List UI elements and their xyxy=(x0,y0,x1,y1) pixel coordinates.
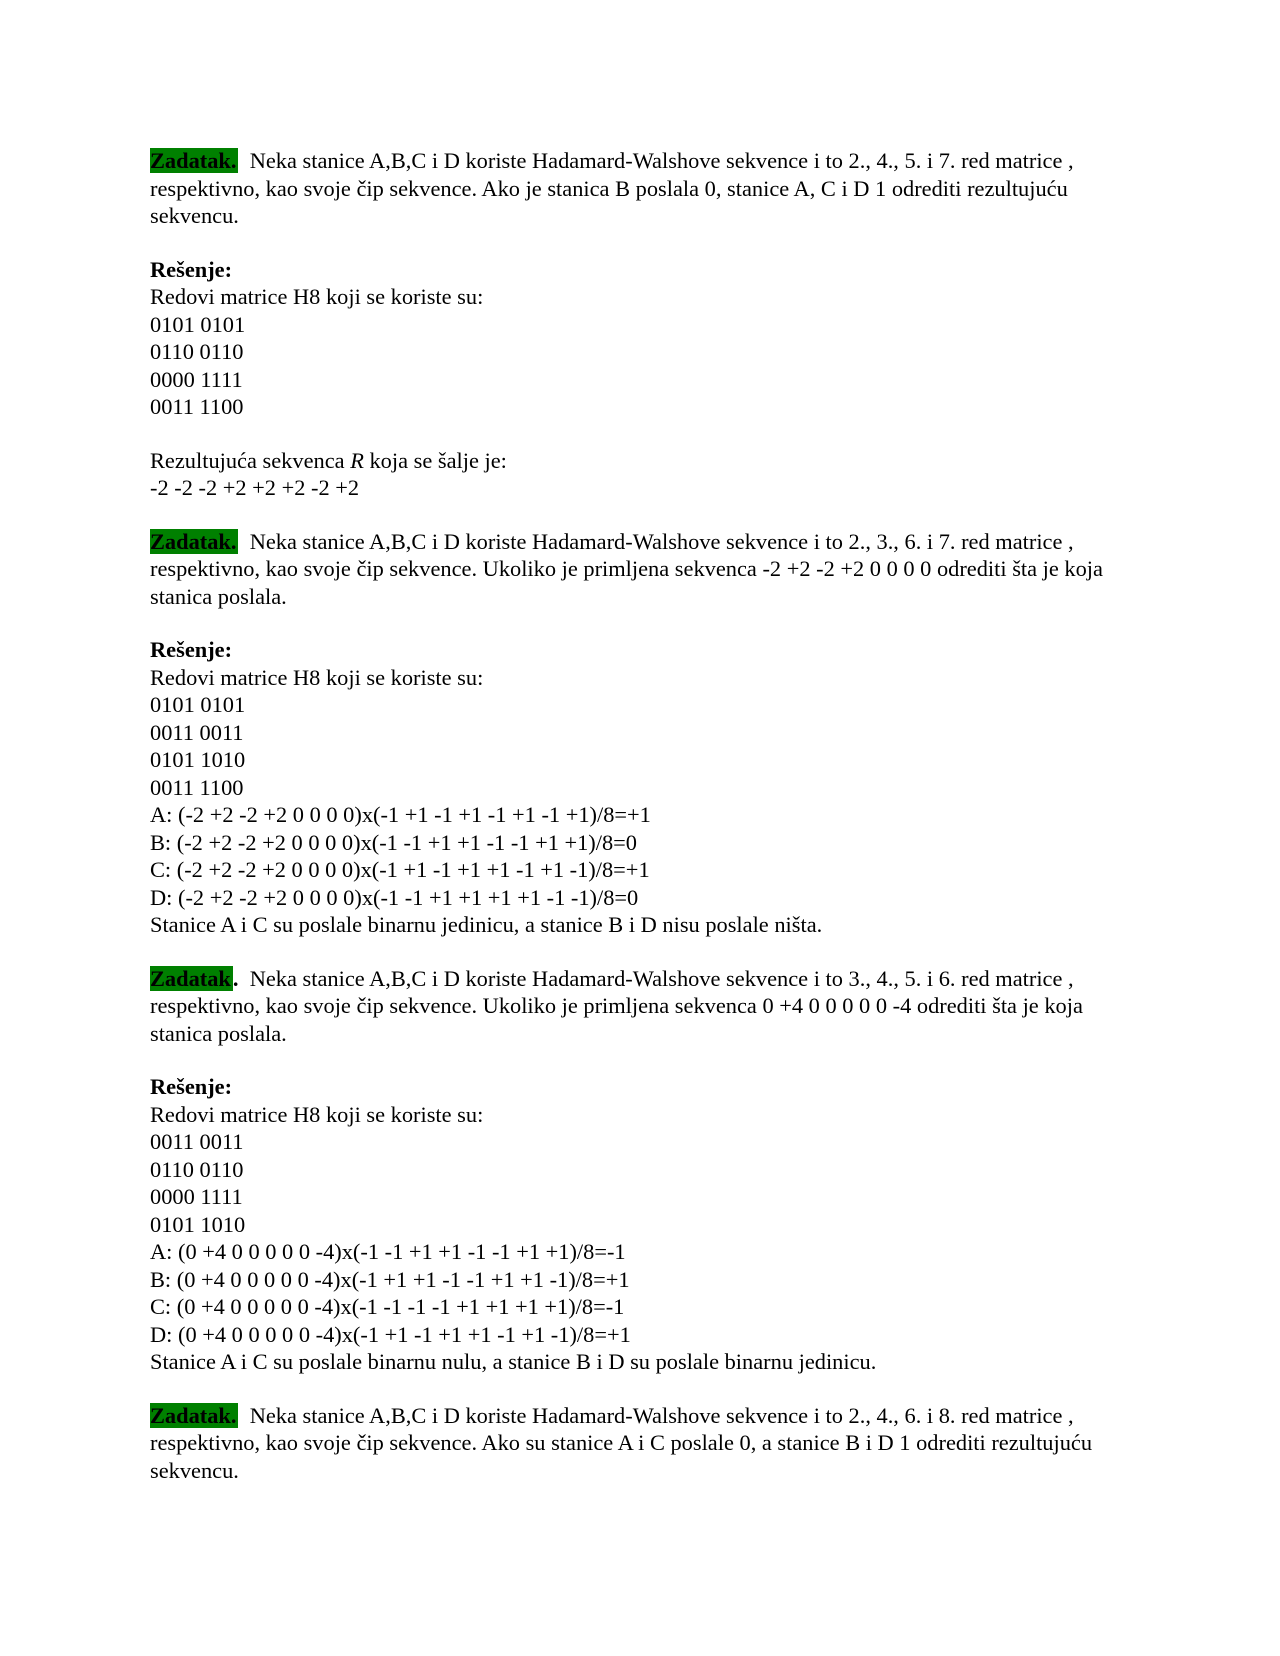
matrix-row: 0101 1010 xyxy=(150,1211,246,1237)
rows-intro: Redovi matrice H8 koji se koriste su: xyxy=(150,664,484,690)
solution-block xyxy=(150,1073,1130,1376)
calculation-line: C: (0 +4 0 0 0 0 0 -4)x(-1 -1 -1 -1 +1 +1 +1 +1)/8=-1 xyxy=(150,1294,625,1319)
task-text: Neka stanice A,B,C i D koriste Hadamard-Walshove sekvence i to 2., 4., 6. i 8. red matrice , respektivno, kao svoje čip sekvence. Ako su stanice A i C poslale 0, a stanice B i D 1 odrediti rezultujuću sekvencu. xyxy=(150,1402,1093,1483)
calculation-line: D: (0 +4 0 0 0 0 0 -4)x(-1 +1 -1 +1 +1 -1 +1 -1)/8=+1 xyxy=(150,1321,631,1347)
matrix-row: 0101 0101 xyxy=(150,311,246,337)
solution-block xyxy=(150,256,1130,421)
matrix-row: 0101 1010 xyxy=(150,747,246,772)
calculation-line: B: (0 +4 0 0 0 0 0 -4)x(-1 +1 +1 -1 -1 +1 +1 -1)/8=+1 xyxy=(150,1266,630,1292)
solution-heading: Rešenje: xyxy=(150,637,233,662)
conclusion: Stanice A i C su poslale binarnu nulu, a stanice B i D su poslale binarnu jedinicu. xyxy=(150,1349,877,1374)
task-highlight-label: Zadatak. xyxy=(150,1402,237,1428)
task-paragraph xyxy=(150,1402,1130,1485)
task-highlight-label: Zadatak. xyxy=(150,528,237,554)
calculation-line: A: (-2 +2 -2 +2 0 0 0 0)x(-1 +1 -1 +1 -1 +1 -1 +1)/8=+1 xyxy=(150,802,651,827)
matrix-row: 0000 1111 xyxy=(150,1184,243,1209)
result-intro: Rezultujuća sekvenca R koja se šalje je: xyxy=(150,447,507,473)
task-highlight-label: Zadatak. xyxy=(150,148,237,173)
task-paragraph xyxy=(150,147,1130,230)
calculation-line: A: (0 +4 0 0 0 0 0 -4)x(-1 -1 +1 +1 -1 -1 +1 +1)/8=-1 xyxy=(150,1239,626,1264)
solution-heading: Rešenje: xyxy=(150,1074,233,1099)
matrix-row: 0011 1100 xyxy=(150,394,244,419)
matrix-row: 0011 1100 xyxy=(150,774,244,800)
matrix-row: 0110 0110 xyxy=(150,339,244,364)
solution-heading: Rešenje: xyxy=(150,256,233,282)
matrix-row: 0011 0011 xyxy=(150,1129,244,1154)
result-block xyxy=(150,447,1130,502)
matrix-row: 0110 0110 xyxy=(150,1156,244,1182)
calculation-line: D: (-2 +2 -2 +2 0 0 0 0)x(-1 -1 +1 +1 +1 +1 -1 -1)/8=0 xyxy=(150,884,639,910)
document-page xyxy=(150,147,1130,1484)
rows-intro: Redovi matrice H8 koji se koriste su: xyxy=(150,1101,484,1127)
task-text: Neka stanice A,B,C i D koriste Hadamard-Walshove sekvence i to 2., 3., 6. i 7. red matrice , respektivno, kao svoje čip sekvence. Ukoliko je primljena sekvenca -2 +2 -2 +2 0 0 0 0 odrediti šta je koja stanica poslala. xyxy=(150,528,1103,609)
result-variable: R xyxy=(350,447,364,473)
calculation-line: B: (-2 +2 -2 +2 0 0 0 0)x(-1 -1 +1 +1 -1 -1 +1 +1)/8=0 xyxy=(150,829,638,855)
rows-intro: Redovi matrice H8 koji se koriste su: xyxy=(150,284,484,309)
matrix-row: 0101 0101 xyxy=(150,692,246,717)
conclusion: Stanice A i C su poslale binarnu jedinicu, a stanice B i D nisu poslale ništa. xyxy=(150,912,823,937)
task-highlight-label: Zadatak xyxy=(150,965,231,991)
task-text: Neka stanice A,B,C i D koriste Hadamard-Walshove sekvence i to 3., 4., 5. i 6. red matrice , respektivno, kao svoje čip sekvence. Ukoliko je primljena sekvenca 0 +4 0 0 0 0 0 -4 odrediti šta je koja stanica poslala. xyxy=(150,965,1083,1046)
matrix-row: 0011 0011 xyxy=(150,719,244,745)
matrix-row: 0000 1111 xyxy=(150,366,243,392)
task-text: Neka stanice A,B,C i D koriste Hadamard-Walshove sekvence i to 2., 4., 5. i 7. red matrice , respektivno, kao svoje čip sekvence. Ako je stanica B poslala 0, stanice A, C i D 1 odrediti rezultujuću sekvencu. xyxy=(150,148,1074,228)
solution-block xyxy=(150,636,1130,939)
task-paragraph xyxy=(150,528,1130,611)
result-sequence: -2 -2 -2 +2 +2 +2 -2 +2 xyxy=(150,475,360,500)
calculation-line: C: (-2 +2 -2 +2 0 0 0 0)x(-1 +1 -1 +1 +1 -1 +1 -1)/8=+1 xyxy=(150,857,650,882)
task-paragraph: Zadatak. Neka stanice A,B,C i D koriste Hadamard-Walshove sekvence i to 3., 4., 5. i 6. red matrice , respektivno, kao svoje čip sekvence. Ukoliko je primljena sekvenca 0 +4 0 0 0 0 0 -4 odrediti šta je koja stanica poslala. xyxy=(150,965,1083,1046)
